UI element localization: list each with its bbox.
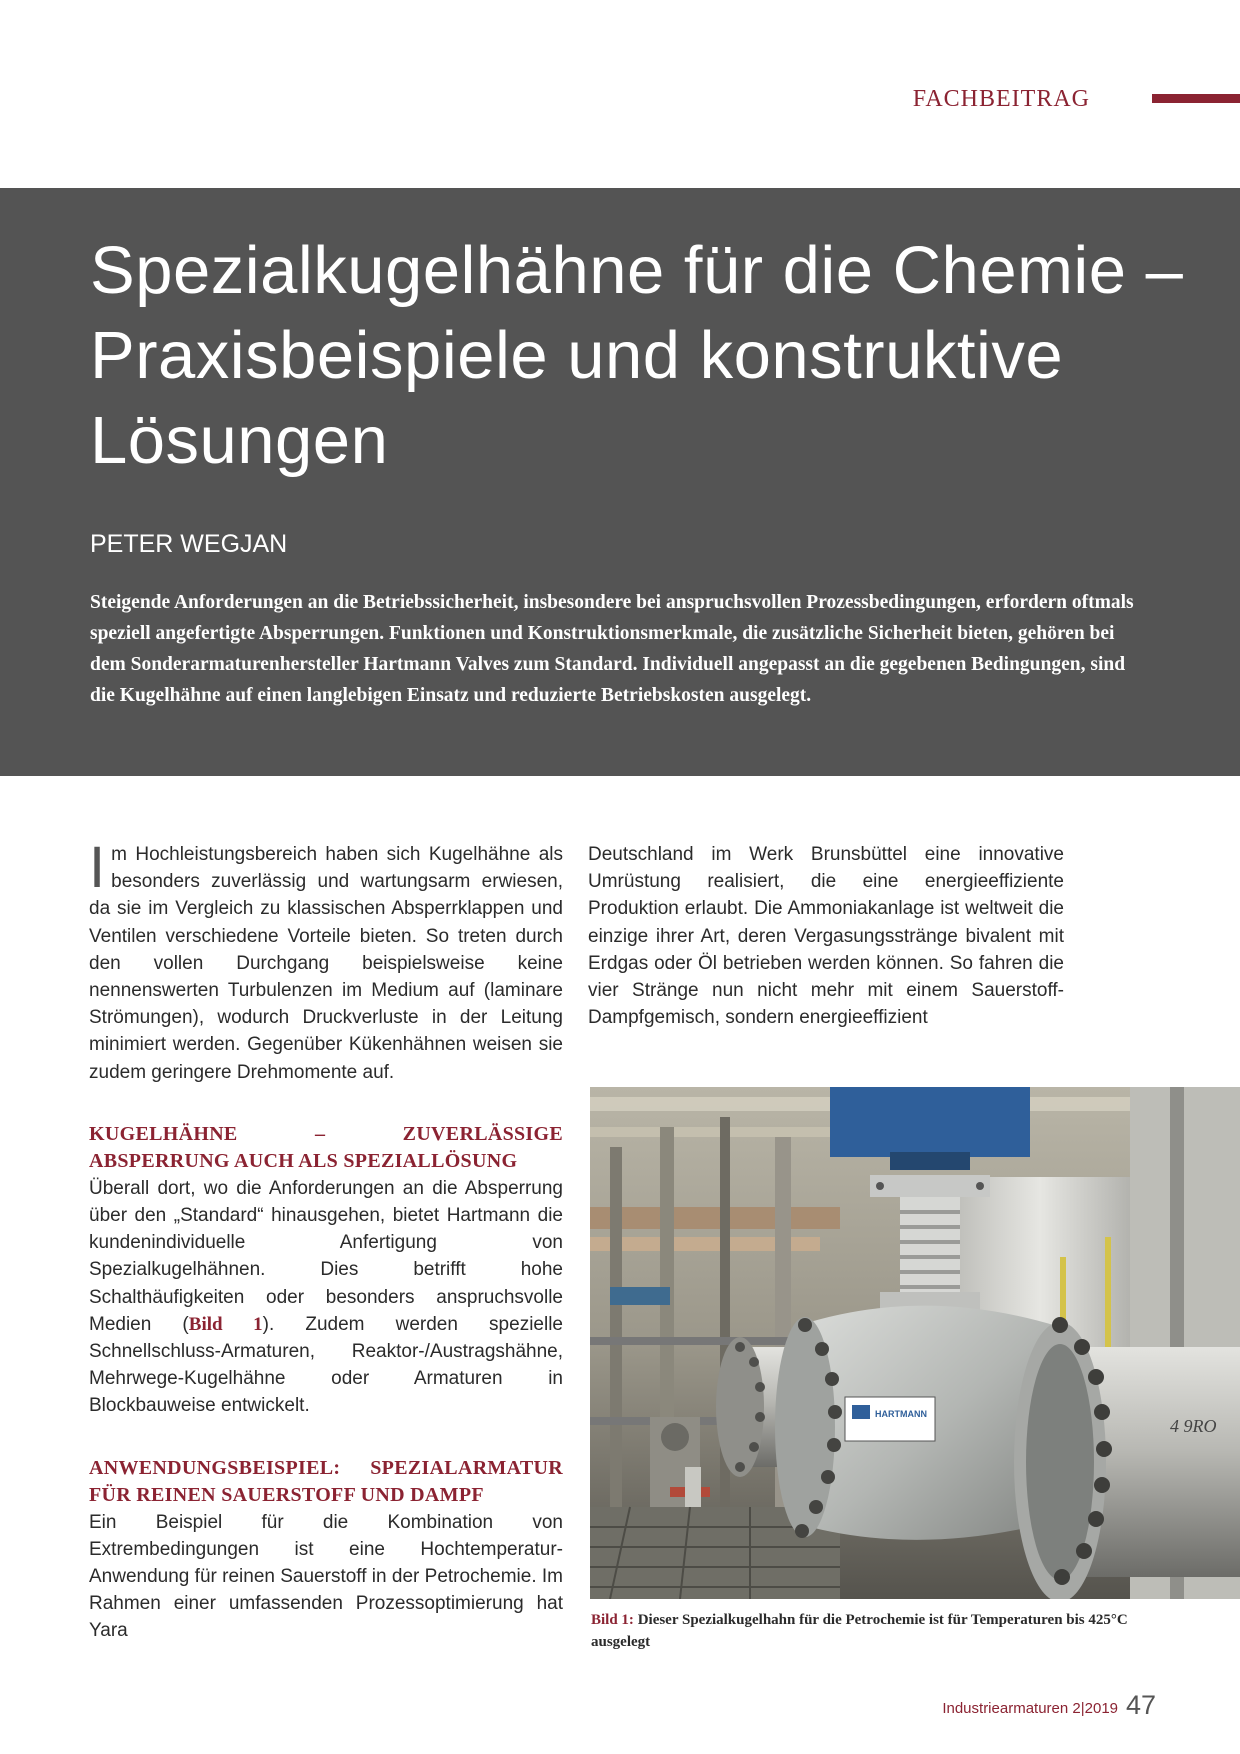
article-title: Spezialkugelhähne für die Chemie – Praxisbeispiele und konstruktive Lösungen bbox=[90, 233, 1184, 478]
page-number: 47 bbox=[1126, 1690, 1157, 1720]
footer-journal: Industriearmaturen 2|2019 bbox=[942, 1700, 1118, 1717]
nameplate-text: HARTMANN bbox=[875, 1409, 927, 1419]
section-label-bar bbox=[1152, 94, 1240, 103]
paragraph-text: Überall dort, wo die Anforderungen an die Absperrung über den „Standard“ hinausgehen, bietet Hartmann die kundenindividuelle Anfertigung von Spezialkugelhähnen. Dies betrifft hohe Schalthäufigkeiten oder besonders anspruchsvolle Medien ( bbox=[89, 1177, 563, 1335]
subhead-anwendungsbeispiel: ANWENDUNGSBEISPIEL: SPEZIALARMATUR FÜR REINEN SAUERSTOFF UND DAMPF bbox=[89, 1456, 563, 1506]
section-label: FACHBEITRAG bbox=[912, 86, 1090, 112]
paragraph-brunsbuettel: Deutschland im Werk Brunsbüttel eine innovative Umrüstung realisiert, die eine energieeffiziente Produktion erlaubt. Die Ammoniakanlage ist weltweit die einzige ihrer Art, deren Vergasungsstränge bivalent mit Erdgas oder Öl betrieben werden können. So fahren die vier Stränge nun nicht mehr mit einem Sauerstoff-Dampfgemisch, sondern energieeffizient bbox=[588, 844, 1064, 1029]
pipe-marking: 4 9RO bbox=[1170, 1416, 1217, 1436]
body-column-right bbox=[588, 841, 1064, 1031]
intro-paragraph bbox=[89, 835, 563, 1086]
figure-reference[interactable]: Bild 1 bbox=[188, 1313, 263, 1335]
paragraph-text: ). Zudem werden spezielle Schnellschluss-Armaturen, Reaktor-/Austragshähne, Mehrwege-Kugelhähne oder Armaturen in Blockbauweise entwickelt. bbox=[89, 1313, 563, 1417]
figure-photo bbox=[590, 1087, 1240, 1599]
paragraph-anwendung: Ein Beispiel für die Kombination von Extrembedingungen ist eine Hochtemperatur-Anwendung für reinen Sauerstoff in der Petrochemie. Im Rahmen einer umfassenden Prozessoptimierung hat Yara bbox=[89, 1511, 563, 1642]
article-lead: Steigende Anforderungen an die Betriebssicherheit, insbesondere bei anspruchsvollen Prozessbedingungen, erfordern oftmals speziell angefertigte Absperrungen. Funktionen und Konstruktionsmerkmale, die zusätzliche Sicherheit bieten, gehören bei dem Sonderarmaturenhersteller Hartmann Valves zum Standard. Individuell angepasst an die gegebenen Bedingungen, sind die Kugelhähne auf einen langlebigen Einsatz und reduzierte Betriebskosten ausgelegt. bbox=[90, 592, 1134, 706]
article-author: PETER WEGJAN bbox=[90, 530, 288, 558]
paragraph-speziallösung bbox=[89, 1175, 563, 1420]
caption-label: Bild 1: bbox=[591, 1612, 634, 1628]
figure-caption bbox=[591, 1609, 1151, 1653]
body-column-left bbox=[89, 835, 563, 1645]
caption-text: Dieser Spezialkugelhahn für die Petrochemie ist für Temperaturen bis 425°C ausgelegt bbox=[591, 1612, 1128, 1650]
intro-text: m Hochleistungsbereich haben sich Kugelhähne als besonders zuverlässig und wartungsarm erwiesen, da sie im Vergleich zu klassischen Absperrklappen und Ventilen verschiedene Vorteile bieten. So treten durch den vollen Durchgang beispielsweise keine nennenswerten Turbulenzen im Medium auf (laminare Strömungen), wodurch Druckverluste in der Leitung minimiert werden. Gegenüber Kükenhähnen weisen sie zudem geringere Drehmomente auf. bbox=[89, 844, 563, 1083]
subhead-kugelhaehne: KUGELHÄHNE – ZUVERLÄSSIGE ABSPERRUNG AUCH ALS SPEZIALLÖSUNG bbox=[89, 1122, 563, 1172]
drop-cap: I bbox=[89, 835, 106, 900]
